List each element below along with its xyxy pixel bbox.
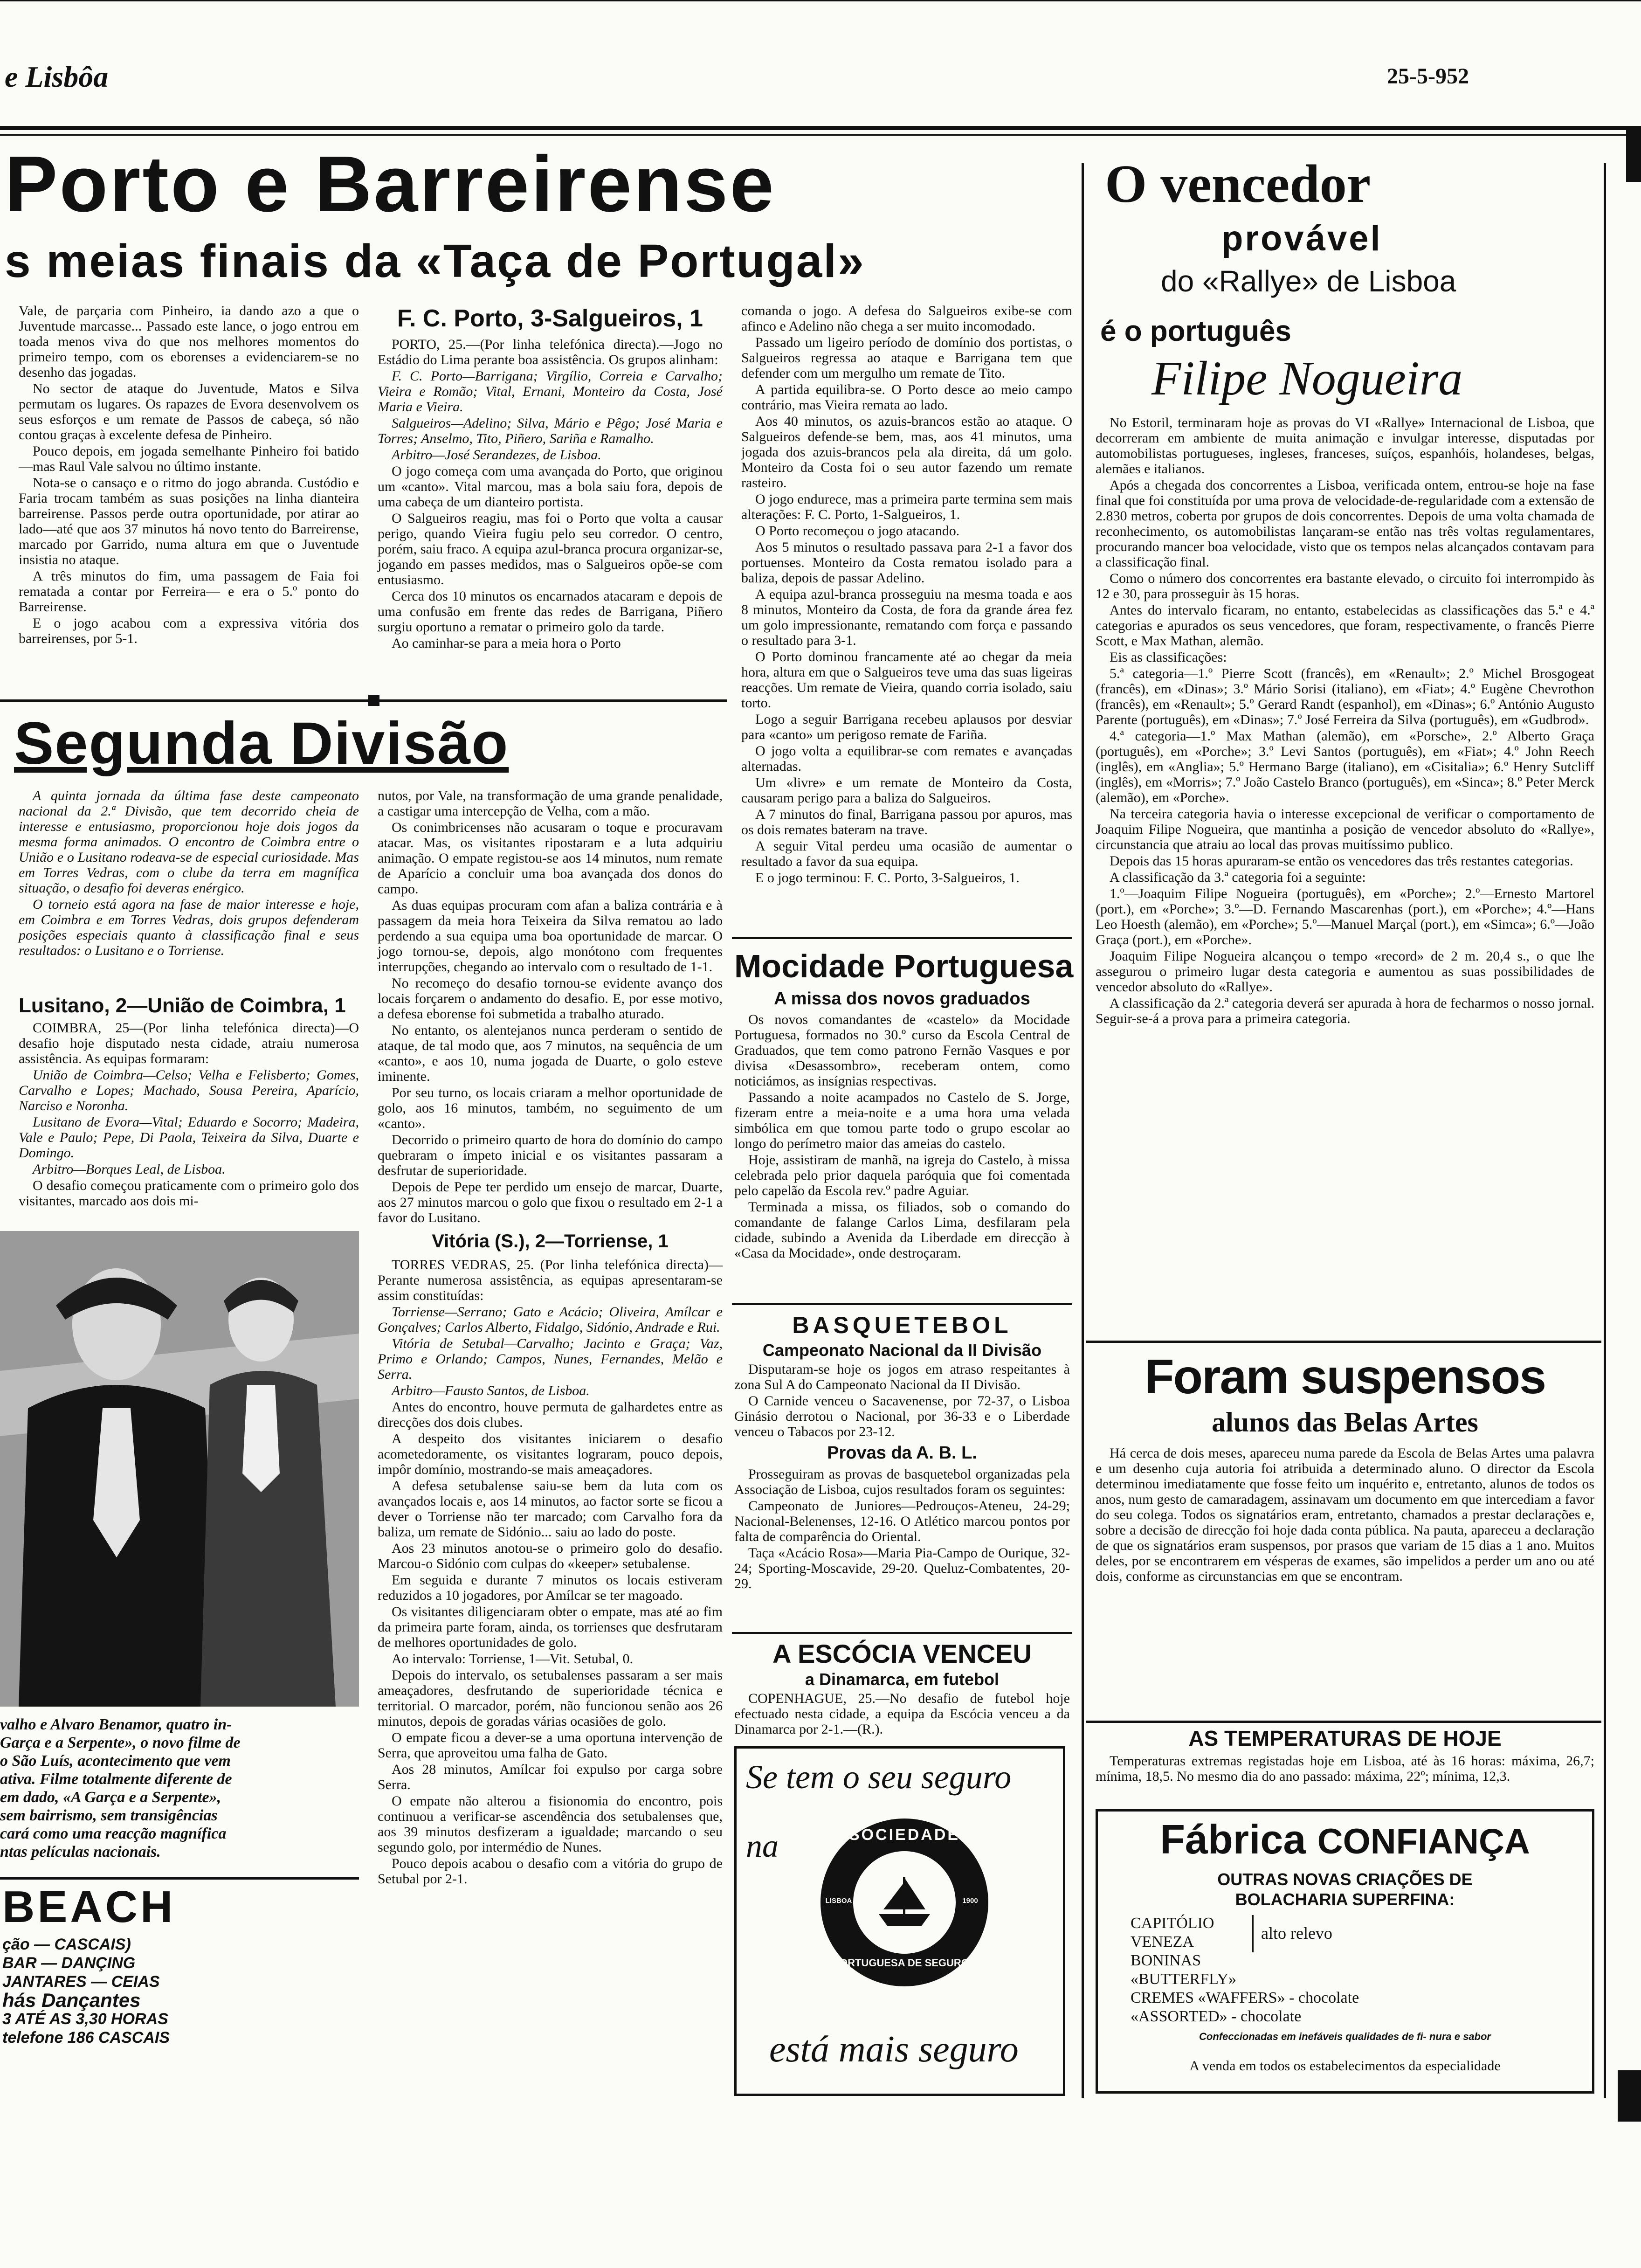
lusitano-col xyxy=(19,993,359,1210)
section-divider-mark xyxy=(368,695,379,706)
fabrica-ad-item: CREMES «WAFFERS» - chocolate xyxy=(1131,1989,1359,2006)
caption-line: o São Luís, acontecimento que vem xyxy=(0,1752,231,1770)
subhead-vitoria-torriense: Vitória (S.), 2—Torriense, 1 xyxy=(432,1231,669,1252)
fabrica-ad-name1: Fábrica xyxy=(1160,1816,1306,1862)
seguro-ad-bottom: está mais seguro xyxy=(769,2029,1019,2070)
paragraph: Os visitantes diligenciaram obter o empate, mas até ao fim da primeira parte foram, ainda, os torrienses que desfrutaram de melhores oportunidades de golo. xyxy=(378,1604,723,1650)
headline-escocia: A ESCÓCIA VENCEU xyxy=(772,1639,1032,1668)
paragraph: União de Coimbra—Celso; Velha e Felisberto; Gomes, Carvalho e Lopes; Machado, Sousa Pereira, Aparício, Narciso e Noronha. xyxy=(19,1067,359,1113)
fabrica-ad-name xyxy=(1107,1816,1583,1865)
paragraph: Joaquim Filipe Nogueira alcançou o tempo «record» de 2 m. 20,4 s., o que lhe assegurou o primeiro lugar desta categoria e aumentou as suas possibilidades de vencedor absoluto do «Rallye». xyxy=(1096,948,1594,995)
section-divider xyxy=(1086,1341,1601,1343)
paragraph: A quinta jornada da última fase deste campeonato nacional da 2.ª Divisão, que tem decorrido cheia de interesse e entusiasmo, proporcionou hoje dois jogos da mesma forma animados. O encontro de Coimbra entre o União e o Lusitano rodeava-se de especial curiosidade. Mas em Torres Vedras, com o clube da terra em magnífica situação, o desafio foi deveras enérgico. xyxy=(19,788,359,896)
ship-icon xyxy=(869,1867,939,1937)
paragraph: PORTO, 25.—(Por linha telefónica directa).—Jogo no Estádio do Lima perante boa assistência. Os grupos alinham: xyxy=(378,337,723,367)
paragraph: Vale, de parçaria com Pinheiro, ia dando azo a que o Juventude marcasse... Passado este lance, o jogo entrou em toada menos viva do que nos melhores momentos do primeiro tempo, com os eborenses a evidenciarem-se no desenho das jogadas. xyxy=(19,303,359,380)
paragraph: Decorrido o primeiro quarto de hora do domínio do campo quebraram o ímpeto inicial e os visitantes passaram a desfrutar de superioridade. xyxy=(378,1132,723,1178)
paragraph: TORRES VEDRAS, 25. (Por linha telefónica directa)—Perante numerosa assistência, as equipas apresentaram-se assim constituídas: xyxy=(378,1257,723,1303)
film-photo-figures xyxy=(0,1231,359,1707)
paragraph: A 7 minutos do final, Barrigana passou por apuros, mas os dois remates bateram na trave. xyxy=(741,807,1072,837)
paragraph: Logo a seguir Barrigana recebeu aplausos por desviar para «canto» um perigoso remate de Fariña. xyxy=(741,712,1072,742)
paragraph: Aos 40 minutos, os azuis-brancos estão ao ataque. O Salgueiros defende-se bem, mas, aos 41 minutos, uma jogada dos azuis-brancos pela ala direita, dá um golo. Monteiro da Costa foi o seu autor fazendo um remate rasteiro. xyxy=(741,414,1072,491)
fabrica-ad-item: «BUTTERFLY» xyxy=(1131,1971,1237,1988)
paragraph: O desafio começou praticamente com o primeiro golo dos visitantes, marcado aos dois mi- xyxy=(19,1178,359,1209)
paragraph: O jogo endurece, mas a primeira parte termina sem mais alterações: F. C. Porto, 1-Salgueiros, 1. xyxy=(741,491,1072,522)
segunda-intro xyxy=(19,788,359,959)
fabrica-ad-item: BONINAS xyxy=(1131,1952,1201,1969)
paragraph: Hoje, assistiram de manhã, na igreja do Castelo, à missa celebrada pelo prior daquela paróquia que foi comentada pelo capelão da Escola rev.º padre Aguiar. xyxy=(734,1152,1070,1198)
rallye-l2: provável xyxy=(1221,219,1382,258)
paragraph: Antes do encontro, houve permuta de galhardetes entre as direcções dos dois clubes. xyxy=(378,1399,723,1430)
paragraph: Na terceira categoria havia o interesse excepcional de verificar o comportamento de Joaquim Filipe Nogueira, que mantinha a posição de vencedor absoluto do «Rallye», circunstancia que atraiu ao local das provas muitíssimo publico. xyxy=(1096,806,1594,852)
paragraph: Por seu turno, os locais criaram a melhor oportunidade de golo, aos 16 minutos, também, no seguimento de um «canto». xyxy=(378,1085,723,1131)
right-column-frame xyxy=(1082,163,1084,2098)
seguro-ad xyxy=(734,1746,1065,2096)
fabrica-ad-brace xyxy=(1252,1915,1254,1952)
paragraph: Nota-se o cansaço e o ritmo do jogo abranda. Custódio e Faria trocam também as suas posições na linha dianteira barreirense. Passos perde outra oportunidade, por atirar ao lado—até que aos 37 minutos há novo tento do Barreirense, marcado por Garrido, numa altura em que o Juventude insistia no ataque. xyxy=(19,475,359,567)
fabrica-ad-line2: BOLACHARIA SUPERFINA: xyxy=(1235,1890,1455,1909)
paragraph: Lusitano de Evora—Vital; Eduardo e Socorro; Madeira, Vale e Paulo; Pepe, Di Paola, Teixeira da Silva, Duarte e Domingo. xyxy=(19,1114,359,1161)
paragraph: A seguir Vital perdeu uma ocasião de aumentar o resultado a favor da sua equipa. xyxy=(741,838,1072,869)
paragraph: Pouco depois acabou o desafio com a vitória do grupo de Setubal por 2-1. xyxy=(378,1856,723,1887)
fabrica-ad-line1: OUTRAS NOVAS CRIAÇÕES DE xyxy=(1217,1870,1473,1889)
fabrica-ad xyxy=(1096,1809,1594,2094)
paragraph: Disputaram-se hoje os jogos em atraso respeitantes à zona Sul A do Campeonato Nacional da II Divisão. xyxy=(734,1362,1070,1392)
paragraph: Aos 5 minutos o resultado passava para 2-1 a favor dos portuenses. Monteiro da Costa rematou isolado para a baliza, depois de passar Adelino. xyxy=(741,539,1072,586)
paragraph: A despeito dos visitantes iniciarem o desafio acometedoramente, os visitantes lograram, pouco depois, impôr domínio, mostrando-se mais ameaçadores. xyxy=(378,1431,723,1477)
caption-line: Garça e a Serpente», o novo filme de xyxy=(0,1734,241,1751)
paragraph: A três minutos do fim, uma passagem de Faia foi rematada a contar por Ferreira— e era o 5.º ponto do Barreirense. xyxy=(19,568,359,615)
paragraph: No recomeço do desafio tornou-se evidente avanço dos locais forçarem o andamento do desafio. E, por esse motivo, a defesa eborense foi submetida a trabalho aturado. xyxy=(378,975,723,1022)
paragraph: A defesa setubalense saiu-se bem da luta com os avançados locais e, aos 14 minutos, ao factor sorte se ficou a dever o Torriense não ter marcado; com Carvalho fora da baliza, um remate de Sidónio... saiu ao lado do poste. xyxy=(378,1478,723,1540)
barreirense-col xyxy=(19,303,359,647)
beach-ad-lines xyxy=(2,1935,170,2047)
paragraph: A partida equilibra-se. O Porto desce ao meio campo contrário, mas Vieira remata ao lado. xyxy=(741,382,1072,413)
paragraph: Arbitro—Fausto Santos, de Lisboa. xyxy=(392,1383,590,1398)
subhead-mocidade: A missa dos novos graduados xyxy=(774,989,1030,1009)
headline-segunda-divisao: Segunda Divisão xyxy=(14,710,509,777)
paragraph: Temperaturas extremas registadas hoje em Lisboa, até às 16 horas: máxima, 26,7; mínima, 18,5. No mesmo dia do ano passado: máxima, 22º; mínima, 12,3. xyxy=(1096,1753,1594,1784)
fabrica-ad-name2: CONFIANÇA xyxy=(1317,1822,1530,1861)
porto-col xyxy=(378,303,723,652)
paragraph: As duas equipas procuram com afan a baliza contrária e à passagem da meia hora Teixeira da Silva rematou ao lado perdendo a sua equipa uma boa oportunidade de marcar. O jogo tornou-se, depois, algo monótono com frequentes interrupções, chegando ao intervalo com o resultado de 1-1. xyxy=(378,898,723,975)
paragraph: O empate ficou a dever-se a uma oportuna intervenção de Serra, que aproveitou uma falha de Gato. xyxy=(378,1730,723,1761)
subhead-lusitano: Lusitano, 2—União de Coimbra, 1 xyxy=(19,994,346,1017)
paragraph: Vitória de Setubal—Carvalho; Jacinto e Graça; Vaz, Primo e Orlando; Campos, Nunes, Fernandes, Melão e Serra. xyxy=(378,1336,723,1382)
subhead-basquetebol: Campeonato Nacional da II Divisão xyxy=(762,1341,1042,1360)
paragraph: Passado um ligeiro período de domínio dos portistas, o Salgueiros regressa ao ataque e Barrigana tem que defender com um mergulho um remate de Tito. xyxy=(741,335,1072,381)
beach-ad-line: hás Dançantes xyxy=(2,1989,141,2011)
paragraph: O Porto recomeçou o jogo atacando. xyxy=(755,523,960,539)
paragraph: No Estoril, terminaram hoje as provas do VI «Rallye» Internacional de Lisboa, que decorreram em ambiente de muita animação e invulgar interesse, disputadas por automobilistas portugueses, ingleses, franceses, suíços, espanhóis, holandeses, belgas, alemães e italianos. xyxy=(1096,415,1594,477)
paragraph: Depois do intervalo, os setubalenses passaram a ser mais ameaçadores, desfrutando de superioridade técnica e territorial. O marcador, porém, não funcionou senão aos 26 minutos, depois de goradas várias ocasiões de golo. xyxy=(378,1667,723,1729)
masthead-rule xyxy=(0,126,1641,130)
paragraph: Um «livre» e um remate de Monteiro da Costa, causaram perigo para a baliza do Salgueiros. xyxy=(741,775,1072,806)
paragraph: Como o número dos concorrentes era bastante elevado, o circuito foi interrompido às 12 e 30, para prosseguir às 15 horas. xyxy=(1096,571,1594,602)
subhead-abl: Provas da A. B. L. xyxy=(827,1443,977,1463)
paragraph: A classificação da 2.ª categoria deverá ser apurada à hora de fecharmos o nosso jornal. Seguir-se-á a prova para a primeira categoria. xyxy=(1096,996,1594,1026)
belas-artes-body xyxy=(1096,1445,1594,1585)
caption-line: cará como uma reacção magnífica xyxy=(0,1825,227,1842)
right-edge-mark xyxy=(1626,126,1641,182)
rallye-l4: é o português xyxy=(1100,315,1291,347)
paragraph: Terminada a missa, os filiados, sob o comando do comandante de falange Carlos Lima, desfilaram pela cidade, subindo a Avenida da Liberdade em direcção à «Casa da Mocidade», onde destroçaram. xyxy=(734,1199,1070,1261)
paragraph: Aos 28 minutos, Amílcar foi expulso por carga sobre Serra. xyxy=(378,1762,723,1792)
paragraph: O Carnide venceu o Sacavenense, por 72-37, o Lisboa Ginásio derrotou o Nacional, por 36-33 e o Liberdade venceu o Tabacos por 23-12. xyxy=(734,1393,1070,1439)
paragraph: comanda o jogo. A defesa do Salgueiros exibe-se com afinco e Adelino não chega a ser muito incomodado. xyxy=(741,303,1072,334)
seguro-ad-right: 1900 xyxy=(962,1897,978,1905)
paragraph: Os conimbricenses não acusaram o toque e procuravam atacar. Mas, os visitantes ripostaram e a luta adquiriu animação. O empate registou-se aos 14 minutos, num remate de Aparício a concluir uma boa avançada dos donos do campo. xyxy=(378,820,723,897)
paragraph: O Porto dominou francamente até ao chegar da meia hora, altura em que o Salgueiros teve uma das suas ligeiras reacções. Um remate de Vieira, quando corria isolado, saiu torto. xyxy=(741,649,1072,711)
headline-temperaturas: AS TEMPERATURAS DE HOJE xyxy=(1188,1726,1502,1750)
beach-ad-line: BAR — DANÇING xyxy=(2,1954,136,1972)
rallye-l1: O vencedor xyxy=(1105,154,1371,214)
caption-line: ativa. Filme totalmente diferente de xyxy=(0,1770,232,1788)
paragraph: O jogo volta a equilibrar-se com remates e avançadas alternadas. xyxy=(741,743,1072,774)
paragraph: Campeonato de Juniores—Pedrouços-Ateneu, 24-29; Nacional-Belenenses, 12-16. O Atlético marcou pontos por falta de comparência do Oriental. xyxy=(734,1498,1070,1544)
paragraph: No sector de ataque do Juventude, Matos e Silva permutam os lugares. Os rapazes de Evora desenvolvem os seus esforços e um remate de Passos de cabeça, só não contou graças à excelente defesa de Pinheiro. xyxy=(19,381,359,443)
beach-ad-rule-top xyxy=(0,1877,359,1880)
rallye-body xyxy=(1096,415,1594,1027)
seguro-ad-ring-bottom: PORTUGUESA DE SEGUROS xyxy=(833,1957,976,1969)
fabrica-ad-item: VENEZA xyxy=(1131,1933,1194,1950)
paragraph: Arbitro—José Serandezes, de Lisboa. xyxy=(392,447,601,463)
paragraph: A classificação da 3.ª categoria foi a seguinte: xyxy=(1110,870,1366,885)
paragraph: Antes do intervalo ficaram, no entanto, estabelecidas as classificações das 5.ª e 4.ª categorias e apurados os seus vencedores, que foram, respectivamente, o francês Pierre Scott, e Max Mathan, alemão. xyxy=(1096,602,1594,649)
paragraph: COIMBRA, 25—(Por linha telefónica directa)—O desafio hoje disputado nesta cidade, atraiu numerosa assistência. As equipas formaram: xyxy=(19,1020,359,1066)
section-divider xyxy=(732,937,1072,939)
paragraph: Ao intervalo: Torriense, 1—Vit. Setubal, 0. xyxy=(392,1651,633,1666)
mocidade-body xyxy=(734,1012,1070,1262)
photo-caption xyxy=(0,1716,359,1861)
paragraph: Prosseguiram as provas de basquetebol organizadas pela Associação de Lisboa, cujos resultados foram os seguintes: xyxy=(734,1466,1070,1497)
headline-basquetebol: BASQUETEBOL xyxy=(792,1312,1012,1338)
paragraph: No entanto, os alentejanos nunca perderam o sentido de ataque, de tal modo que, aos 7 minutos, na sequência de um «canto», e aos 10, numa jogada de Duarte, o golo esteve iminente. xyxy=(378,1023,723,1084)
caption-line: sem bairrismo, sem transigências xyxy=(0,1807,218,1824)
section-divider xyxy=(732,1632,1072,1634)
paragraph: Depois das 15 horas apuraram-se então os vencedores das três restantes categorias. xyxy=(1110,853,1573,869)
paragraph: Depois de Pepe ter perdido um ensejo de marcar, Duarte, aos 27 minutos marcou o golo que fixou o resultado em 2-1 a favor do Lusitano. xyxy=(378,1179,723,1225)
paragraph: nutos, por Vale, na transformação de uma grande penalidade, a castigar uma intercepção de Velha, com a mão. xyxy=(378,788,723,819)
paragraph: E o jogo acabou com a expressiva vitória dos barreirenses, por 5-1. xyxy=(19,615,359,646)
paragraph: Torriense—Serrano; Gato e Acácio; Oliveira, Amílcar e Gonçalves; Carlos Alberto, Fidalgo, Sidónio, Andrade e Rui. xyxy=(378,1304,723,1335)
paragraph: COPENHAGUE, 25.—No desafio de futebol hoje efectuado nesta cidade, a equipa da Escócia venceu a da Dinamarca por 2-1.—(R.). xyxy=(734,1691,1070,1737)
paragraph: Os novos comandantes de «castelo» da Mocidade Portuguesa, formados no 30.º curso da Escola Central de Graduados, que tem como patrono Fernão Vasques e por divisa «Desassombro», receberam ontem, como noticiámos, as insígnias respectivas. xyxy=(734,1012,1070,1089)
beach-ad-line: 3 ATÉ AS 3,30 HORAS xyxy=(2,2010,168,2028)
fabrica-ad-item: CAPITÓLIO xyxy=(1131,1915,1214,1932)
beach-ad-line: telefone 186 CASCAIS xyxy=(2,2029,170,2047)
seguro-ad-top: Se tem o seu seguro xyxy=(746,1758,1012,1796)
rallye-l5: Filipe Nogueira xyxy=(1151,352,1463,405)
paragraph: Ao caminhar-se para a meia hora o Porto xyxy=(392,636,621,651)
paragraph: Aos 23 minutos anotou-se o primeiro golo do desafio. Marcou-o Sidónio com culpas do «keeper» setubalense. xyxy=(378,1541,723,1571)
film-photo xyxy=(0,1231,359,1707)
escocia-body xyxy=(734,1691,1070,1738)
paragraph: Taça «Acácio Rosa»—Maria Pia-Campo de Ourique, 32-24; Sporting-Moscavide, 29-20. Queluz-Combatentes, 20-29. xyxy=(734,1545,1070,1591)
paragraph: 4.ª categoria—1.º Max Mathan (alemão), em «Porsche», 2.º Alberto Graça (português), em «Porche»; 3.º Levi Santos (português), em «Fiat»; 4.º John Reech (inglês), em «Anglia»; 5.º Hermano Barge (italiano), em «Cisitalia»; 6.º Henry Sutcliff (inglês), em «Morris»; 7.º João Castelo Branco (português), em «Sinca»; 8.º Peter Merck (alemão), em «Porche». xyxy=(1096,728,1594,805)
caption-line: valho e Alvaro Benamor, quatro in- xyxy=(0,1716,232,1733)
paragraph: Passando a noite acampados no Castelo de S. Jorge, fizeram entre a meia-noite e a uma hora uma velada simbólica em que tomou parte todo o grupo escolar ao longo do perímetro maior das ameias do castelo. xyxy=(734,1090,1070,1151)
headline-belas-artes: Foram suspensos xyxy=(1144,1350,1546,1404)
masthead-rule-thin xyxy=(0,134,1641,136)
paragraph: Há cerca de dois meses, apareceu numa parede da Escola de Belas Artes uma palavra e um desenho cuja autoria foi atribuida a determinado aluno. O director da Escola determinou imediatamente que fosse feito um inquérito e, entretanto, alunos de todos os anos, num gesto de camaradagem, assinavam um documento em que intercediam a favor do seu colega. Todos os signatários eram, entretanto, chamados a prestar declarações e, sobre a decisão de direcção foi hoje dada conta pública. Na pauta, apareceu a declaração de que os signatários eram suspensos, por prasos que variam de 15 dias a 1 ano. Muitos deles, por se encontrarem em vésperas de exames, são impelidos a perder um ano ou até dois, conforme as circunstancias em que se encontram. xyxy=(1096,1445,1594,1584)
beach-ad-title: BEACH xyxy=(2,1882,176,1932)
seguro-ad-ring-top: SOCIEDADE xyxy=(848,1826,960,1844)
top-edge xyxy=(0,0,1641,1)
fabrica-ad-small: Confeccionadas em inefáveis qualidades de fi- nura e sabor xyxy=(1199,2031,1491,2042)
section-divider xyxy=(1086,1721,1601,1723)
deck-taca: s meias finais da «Taça de Portugal» xyxy=(5,235,865,287)
subhead-porto-salgueiros: F. C. Porto, 3-Salgueiros, 1 xyxy=(397,305,703,332)
fabrica-ad-item: «ASSORTED» - chocolate xyxy=(1131,2008,1302,2025)
rallye-l3: do «Rallye» de Lisboa xyxy=(1161,264,1456,298)
section-divider xyxy=(732,1303,1072,1305)
right-column-frame-r xyxy=(1604,163,1606,2098)
headline-mocidade: Mocidade Portuguesa xyxy=(734,948,1074,984)
paragraph: 1.º—Joaquim Filipe Nogueira (português), em «Porche»; 2.º—Ernesto Martorel (port.), em «Porche»; 3.º—D. Fernando Mascarenhas (port.), em «Porche»; 4.º—Hans Leo Hoesth (alemão), em «Porche»; 5.º—Manuel Marçal (port.), em «Simca»; 6.º—João Graça (port.), em «Porche». xyxy=(1096,886,1594,947)
paragraph: Salgueiros—Adelino; Silva, Mário e Pêgo; José Maria e Torres; Anselmo, Tito, Piñero, Sariña e Ramalho. xyxy=(378,415,723,446)
headline-porto-barreirense: Porto e Barreirense xyxy=(5,140,776,228)
paragraph: Eis as classificações: xyxy=(1110,650,1227,665)
fabrica-ad-relevo: alto relevo xyxy=(1261,1924,1332,1943)
paragraph: Pouco depois, em jogada semelhante Pinheiro foi batido—mas Raul Vale salvou no último instante. xyxy=(19,443,359,474)
seguro-ad-emblem xyxy=(820,1819,988,1986)
masthead-city: e Lisbôa xyxy=(5,60,109,93)
paragraph: O empate não alterou a fisionomia do encontro, pois continuou a verificar-se ascendência dos setubalenses que, aos 39 minutos desfizeram a igualdade; marcando o seu segundo golo, por intermédio de Nunes. xyxy=(378,1793,723,1855)
paragraph: O jogo começa com uma avançada do Porto, que originou um «canto». Vital marcou, mas a bola saiu fora, depois de uma cabeça de um dianteiro portista. xyxy=(378,463,723,510)
section-divider xyxy=(0,699,727,702)
seguro-ad-left: LISBOA xyxy=(825,1897,852,1905)
basquetebol-body xyxy=(734,1362,1070,1592)
porto-col-continued xyxy=(741,303,1072,886)
right-edge-mark-bottom xyxy=(1618,2070,1641,2122)
beach-ad-line: JANTARES — CEIAS xyxy=(2,1973,160,1991)
paragraph: Após a chegada dos concorrentes a Lisboa, verificada ontem, entrou-se hoje na fase final que foi constituída por uma prova de velocidade-de-regularidade com a extensão de 2.830 metros, coberta por grupos de dois concorrentes. Depois de uma volta chamada de reconhecimento, os automobilistas lançaram-se então nas três voltas regulamentares, procurando mancer boa velocidade, visto que os tempos nelas alcançados contavam para a classificação final. xyxy=(1096,477,1594,570)
segunda-col-2 xyxy=(378,788,723,1888)
caption-line: ntas películas nacionais. xyxy=(0,1843,161,1860)
paragraph: 5.ª categoria—1.º Pierre Scott (francês), em «Renault»; 2.º Michel Brosgogeat (francês), em «Dinas»; 3.º Mário Sorisi (italiano), em «Fiat»; 4.º Eugène Chevrothon (francês), em «Renault»; 5.º Gerard Randt (espanhol), em «Dinas»; 6.º António Augusto Parente (português), em «Dinas»; 7.º José Ferreira da Silva (português), em «Gudbrod». xyxy=(1096,666,1594,727)
paragraph: O torneio está agora na fase de maior interesse e hoje, em Coimbra e em Torres Vedras, dois grupos defenderam posições especiais quanto à classificação final e seus resultados: o Lusitano e o Torriense. xyxy=(19,897,359,958)
paragraph: A equipa azul-branca prosseguiu na mesma toada e aos 8 minutos, Monteiro da Costa, de fora da grande área fez um golo impressionante, rematando com força e passando o resultado para 3-1. xyxy=(741,587,1072,648)
subhead-escocia: a Dinamarca, em futebol xyxy=(805,1670,1000,1689)
paragraph: Em seguida e durante 7 minutos os locais estiveram reduzidos a 10 jogadores, por Amílcar se ter magoado. xyxy=(378,1572,723,1603)
masthead-date: 25-5-952 xyxy=(1387,64,1469,89)
seguro-ad-na: na xyxy=(746,1828,779,1864)
caption-line: em dado, «A Garça e a Serpente», xyxy=(0,1789,221,1806)
paragraph: O Salgueiros reagiu, mas foi o Porto que volta a causar perigo, quando Vieira fugiu pelo seu corredor. O centro, porém, saiu fraco. A equipa azul-branca procura organizar-se, jogando em passes medidos, mas o Salgueiros opõe-se com entusiasmo. xyxy=(378,511,723,588)
temperaturas-body xyxy=(1096,1753,1594,1785)
fabrica-ad-footer: A venda em todos os estabelecimentos da especialidade xyxy=(1189,2058,1501,2074)
paragraph: Arbitro—Borques Leal, de Lisboa. xyxy=(33,1162,226,1177)
paragraph: Cerca dos 10 minutos os encarnados atacaram e depois de uma confusão em frente das redes de Barrigana, Piñero surgiu oportuno a rematar o primeiro golo da tarde. xyxy=(378,588,723,635)
subhead-belas-artes: alunos das Belas Artes xyxy=(1212,1407,1478,1438)
paragraph: F. C. Porto—Barrigana; Virgílio, Correia e Carvalho; Vieira e Romão; Vital, Ernani, Monteiro da Costa, José Maria e Vieira. xyxy=(378,368,723,415)
beach-ad-line: ção — CASCAIS) xyxy=(2,1936,131,1953)
paragraph: E o jogo terminou: F. C. Porto, 3-Salgueiros, 1. xyxy=(755,870,1020,885)
